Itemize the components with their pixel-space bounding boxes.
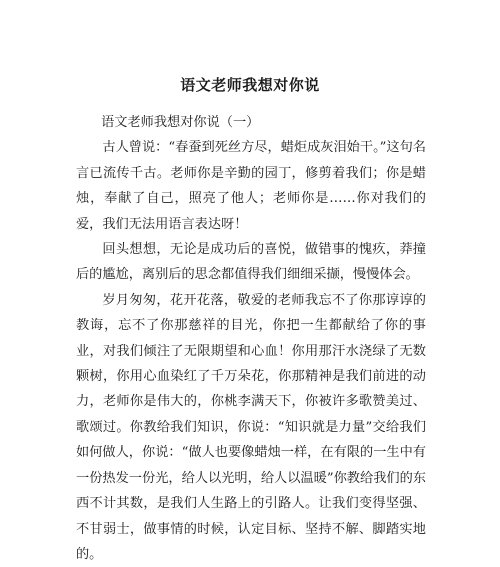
paragraph: 岁月匆匆，花开花落，敬爱的老师我忘不了你那谆谆的教诲，忘不了你那慈祥的目光，你把一生都献给了你的事业，对我们倾注了无限期望和心血！你用那汗水浇绿了无数颗树，你用心血染红了千万朵花，你那精神是我们前进的动力，老师你是伟大的，你桃李满天下，你被许多歌赞美过、歌颂过。你教给我们知识，你说：“知识就是力量”交给我们如何做人，你说：“做人也要像蜡烛一样，在有限的一生中有一份热发一份光，给人以光明，给人以温暖”你教给我们的东西不计其数，是我们人生路上的引路人。让我们变得坚强、不甘弱士，做事情的时候，认定目标、坚持不解、脚踏实地的。 xyxy=(76,292,426,562)
paragraph: 古人曾说：“春蚕到死丝方尽，蜡炬成灰泪始干。”这句名言已流传千古。老师你是辛勤的园丁，修剪着我们；你是蜡烛，奉献了自己，照亮了他人；老师你是……你对我们的爱，我们无法用语言表达呀！ xyxy=(76,140,426,232)
paragraph: 回头想想，无论是成功后的喜悦，做错事的愧疚，莽撞后的尴尬，离别后的思念都值得我们细细采撷，慢慢体会。 xyxy=(76,242,426,283)
section-heading: 语文老师我想对你说（一） xyxy=(101,115,260,130)
document-body xyxy=(76,110,426,567)
document-title: 语文老师我想对你说 xyxy=(180,76,320,94)
